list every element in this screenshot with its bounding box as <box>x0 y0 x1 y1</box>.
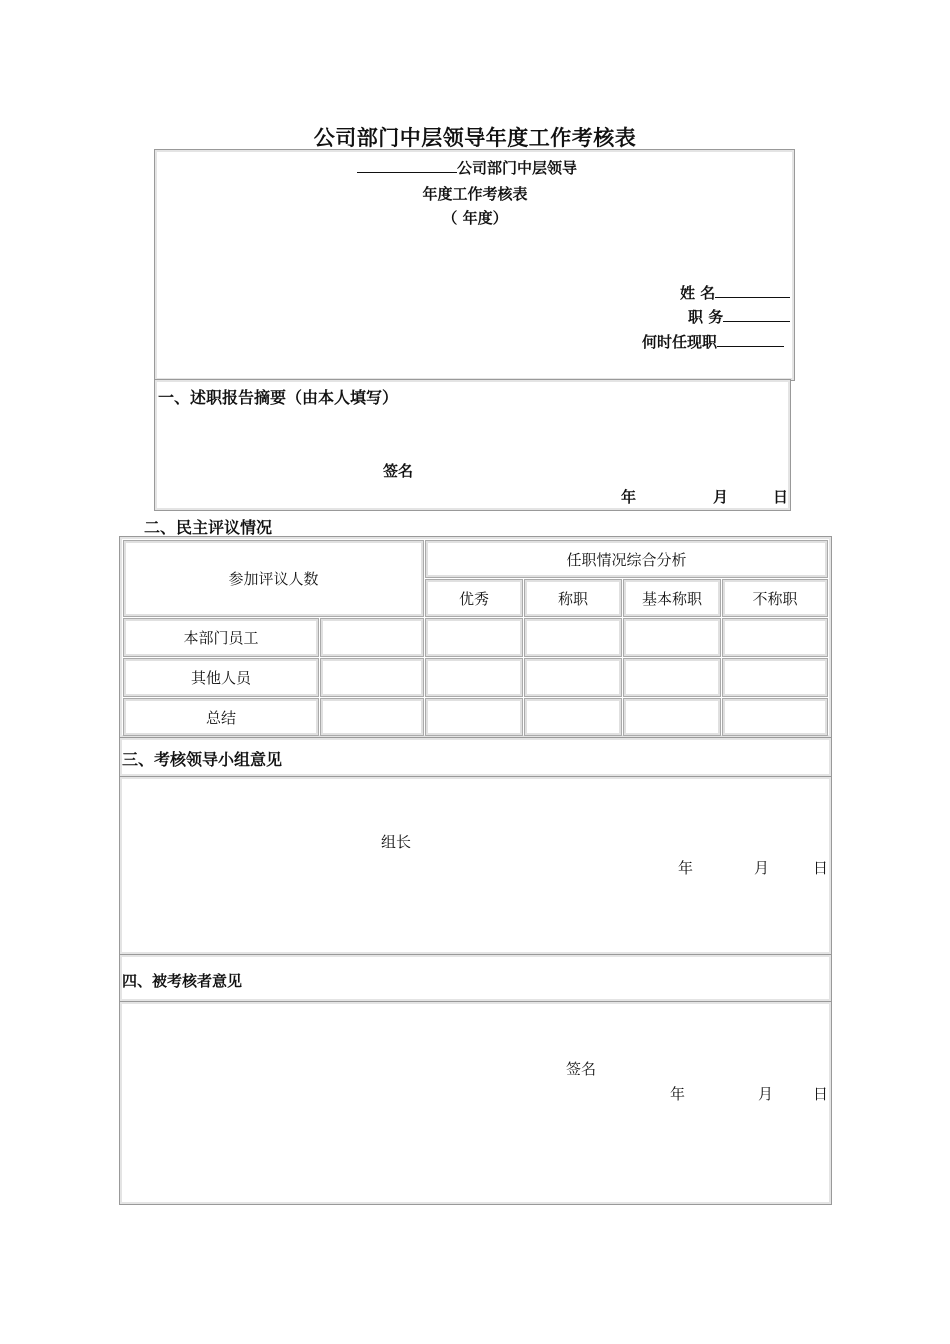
cover-line3: （ 年度） <box>442 209 508 227</box>
table-cell[interactable] <box>722 658 828 697</box>
position-label: 职 务 <box>688 308 724 326</box>
table-cell[interactable] <box>623 698 721 736</box>
table-cell[interactable] <box>623 658 721 697</box>
document-title: 公司部门中层领导年度工作考核表 <box>313 125 637 150</box>
section1-date-year: 年 <box>621 488 637 506</box>
section3-title: 三、考核领导小组意见 <box>122 750 283 769</box>
table-cell[interactable] <box>320 658 424 697</box>
table-cell[interactable] <box>524 698 622 736</box>
tenure-blank[interactable] <box>717 332 784 347</box>
rating-incompetent: 不称职 <box>722 579 828 617</box>
table-cell[interactable] <box>425 618 523 657</box>
table-cell[interactable] <box>425 658 523 697</box>
section1-title: 一、述职报告摘要（由本人填写） <box>158 388 399 407</box>
section1-date-month: 月 <box>713 488 729 506</box>
table-cell[interactable] <box>425 698 523 736</box>
section2-title: 二、民主评议情况 <box>144 518 273 537</box>
rating-basically-competent: 基本称职 <box>623 579 721 617</box>
position-field <box>688 306 790 327</box>
section3-sign-label: 组长 <box>381 833 412 851</box>
section1-sign-label: 签名 <box>383 462 414 480</box>
section3-date-day: 日 <box>813 859 829 877</box>
section4-date-year: 年 <box>670 1085 686 1103</box>
tenure-label: 何时任现职 <box>642 333 718 351</box>
table-cell[interactable] <box>623 618 721 657</box>
section3-date-year: 年 <box>678 859 694 877</box>
tenure-field <box>642 331 784 352</box>
section1-date-day: 日 <box>773 488 789 506</box>
position-blank[interactable] <box>723 307 790 322</box>
table-cell[interactable] <box>524 658 622 697</box>
section4-date-month: 月 <box>758 1085 774 1103</box>
cover-line1-text: 公司部门中层领导 <box>457 159 578 177</box>
row-label-other-staff: 其他人员 <box>123 658 319 697</box>
cover-line2: 年度工作考核表 <box>422 185 528 203</box>
section4-body[interactable] <box>119 1001 832 1205</box>
rating-excellent: 优秀 <box>425 579 523 617</box>
name-blank[interactable] <box>715 283 790 298</box>
table-cell[interactable] <box>524 618 622 657</box>
section4-title: 四、被考核者意见 <box>122 972 243 990</box>
table-cell[interactable] <box>320 698 424 736</box>
section3-date-month: 月 <box>754 859 770 877</box>
name-label: 姓 名 <box>680 284 716 302</box>
header-analysis: 任职情况综合分析 <box>425 540 828 578</box>
cover-line1 <box>357 157 577 178</box>
row-label-dept-staff: 本部门员工 <box>123 618 319 657</box>
row-label-summary: 总结 <box>123 698 319 736</box>
name-field <box>680 282 790 303</box>
department-blank[interactable] <box>357 158 457 173</box>
section4-date-day: 日 <box>813 1085 829 1103</box>
header-participants: 参加评议人数 <box>123 540 424 617</box>
table-cell[interactable] <box>722 698 828 736</box>
table-cell[interactable] <box>722 618 828 657</box>
rating-competent: 称职 <box>524 579 622 617</box>
section4-sign-label: 签名 <box>566 1060 597 1078</box>
section3-body[interactable] <box>119 776 832 955</box>
table-cell[interactable] <box>320 618 424 657</box>
